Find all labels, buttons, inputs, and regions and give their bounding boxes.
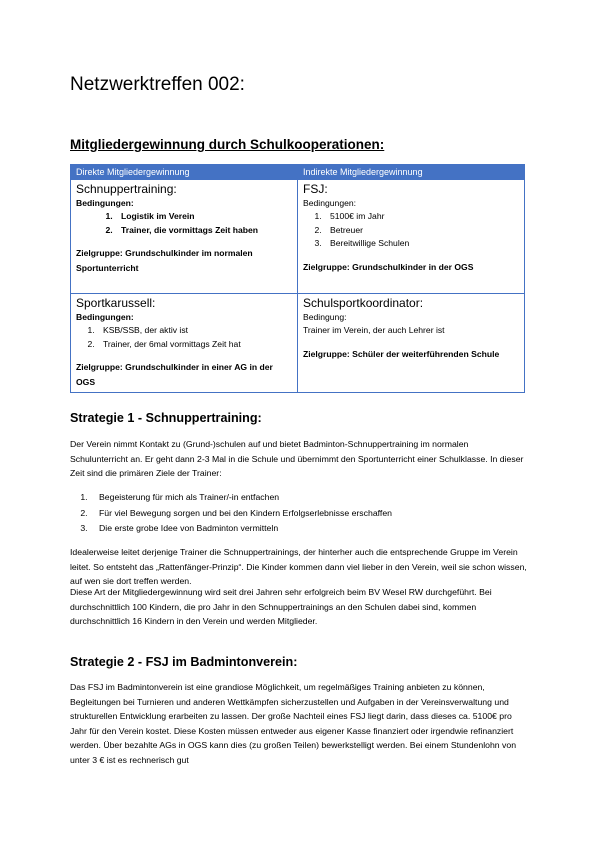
list-item: 3. Bereitwillige Schulen (324, 237, 519, 250)
strategy1-paragraph: Idealerweise leitet derjenige Trainer die Schnuppertrainings, der hinterher auch die entsprechende Gruppe im Verein leitet. So entsteht das „Rattenfänger-Prinzip“. Die Kinder kommen dann viel lieber in den Verein, weil sie schon wissen, auf wen sie dort treffen werden. (70, 547, 527, 587)
list-item: 2. Für viel Bewegung sorgen und bei den Kindern Erfolgserlebnisse erschaffen (90, 506, 530, 522)
condition-text: Trainer im Verein, der auch Lehrer ist (303, 325, 445, 336)
header-direct: Direkte Mitgliedergewinnung (71, 165, 298, 180)
conditions-list (76, 324, 292, 351)
header-indirect: Indirekte Mitgliedergewinnung (298, 165, 525, 180)
cell-title: FSJ: (303, 182, 328, 196)
strategy2-paragraph: Das FSJ im Badmintonverein ist eine grandiose Möglichkeit, um regelmäßiges Training anbieten zu können, Begleitungen bei Turnieren und anderen Wettkämpfen sicherzustellen und Aufgaben in der Vereinsverwaltung und strukturellen Entwicklung erarbeiten zu lassen. Der große Nachteil eines FSJ liegt darin, dass dieses ca. 5100€ pro Jahr für den Verein kostet. Diese Kosten müssen entweder aus eigener Kasse finanziert oder irgendwie refinanziert werden. Über bezahlte AGs in OGS kann dies (zu großen Teilen) bewerkstelligt werden. Bei einem Stundenlohn von unter 3 € ist es rechnerisch gut (70, 682, 517, 765)
list-item: 1. KSB/SSB, der aktiv ist (97, 324, 292, 337)
cell-title: Sportkarussell: (76, 296, 156, 310)
cell-title: Schnuppertraining: (76, 182, 177, 196)
conditions-label: Bedingungen: (76, 198, 134, 208)
cell-title: Schulsportkoordinator: (303, 296, 424, 310)
table-row (71, 294, 525, 393)
strategy2-heading: Strategie 2 - FSJ im Badmintonverein: (70, 655, 298, 669)
cell-fsj (298, 180, 525, 294)
cell-sportkarussell (71, 294, 298, 393)
strategy1-paragraph: Diese Art der Mitgliedergewinnung wird seit drei Jahren sehr erfolgreich beim BV Wesel RW durchgeführt. Bei durchschnittlich 100 Kindern, die pro Jahr in den Schnuppertrainings an den Schulen dabei sind, kommen durchschnittlich 16 Kindern in den Verein und werden Mitglieder. (70, 587, 492, 627)
cell-schulsportkoordinator (298, 294, 525, 393)
strategy1-intro: Der Verein nimmt Kontakt zu (Grund-)schulen auf und bietet Badminton-Schnuppertraining im normalen Schulunterricht an. Er geht dann 2-3 Mal in die Schule und übernimmt den Sportunterricht einer Schulklasse. In dieser Zeit sind die primären Ziele der Trainer: (70, 439, 524, 479)
conditions-list (76, 210, 292, 237)
conditions-label: Bedingungen: (303, 198, 357, 208)
list-item: 1. Logistik im Verein (115, 210, 292, 223)
conditions-label: Bedingung: (303, 312, 347, 322)
list-item: 2. Betreuer (324, 224, 519, 237)
list-item: 1. 5100€ im Jahr (324, 210, 519, 223)
cooperation-table (70, 164, 525, 393)
list-item: 2. Trainer, der 6mal vormittags Zeit hat (97, 338, 292, 351)
table-header-row (71, 165, 525, 180)
document-title: Netzwerktreffen 002: (70, 74, 245, 95)
target-group: Zielgruppe: Schüler der weiterführenden Schule (303, 348, 500, 359)
list-item: 3. Die erste grobe Idee von Badminton vermitteln (90, 521, 530, 537)
target-group: Zielgruppe: Grundschulkinder in der OGS (303, 261, 474, 272)
list-item: 1. Begeisterung für mich als Trainer/-in entfachen (90, 490, 530, 506)
cell-schnuppertraining (71, 180, 298, 294)
goals-list (70, 490, 530, 537)
target-group: Zielgruppe: Grundschulkinder in einer AG in der OGS (76, 362, 273, 387)
section-heading: Mitgliedergewinnung durch Schulkooperationen: (70, 137, 385, 152)
conditions-label: Bedingungen: (76, 312, 134, 322)
target-group: Zielgruppe: Grundschulkinder im normalen Sportunterricht (76, 248, 253, 273)
table-row (71, 180, 525, 294)
conditions-list (303, 210, 519, 250)
list-item: 2. Trainer, die vormittags Zeit haben (115, 224, 292, 237)
strategy1-heading: Strategie 1 - Schnuppertraining: (70, 411, 262, 425)
